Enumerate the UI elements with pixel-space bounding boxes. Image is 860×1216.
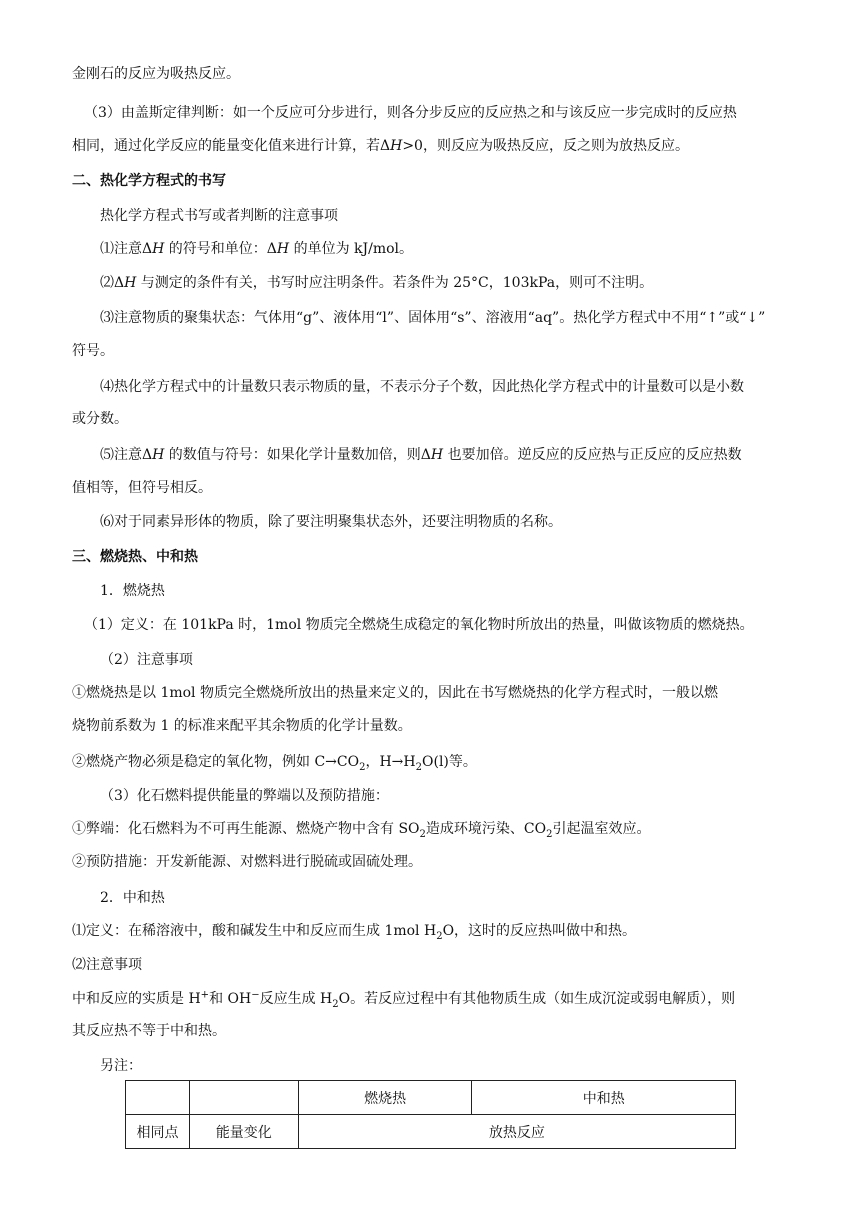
paragraph-line: 值相等，但符号相反。	[72, 480, 212, 496]
table-header-cell: 燃烧热	[298, 1081, 472, 1115]
paragraph-line: （3）化石燃料提供能量的弊端以及预防措施：	[100, 788, 389, 804]
table-header-cell: 中和热	[472, 1081, 736, 1115]
paragraph-line: ⑴定义：在稀溶液中，酸和碱发生中和反应而生成 1mol $H_2O$，这时的反应热叫做中和热。	[72, 923, 637, 942]
paragraph-line: ⑸注意ΔH 的数值与符号：如果化学计量数加倍，则ΔH 也要加倍。逆反应的反应热与正反应的反应热数	[100, 447, 742, 463]
table-header-cell	[126, 1081, 190, 1115]
table-row	[126, 1115, 736, 1149]
paragraph-line: 中和反应的实质是 H+和 OH−反应生成 $H_2O$。若反应过程中有其他物质生成（如生成沉淀或弱电解质），则	[72, 989, 736, 1010]
paragraph-line: 金刚石的反应为吸热反应。	[72, 66, 240, 82]
paragraph-line: ①弊端：化石燃料为不可再生能源、燃烧产物中含有 $SO_2$造成环境污染、$CO_2$引起温室效应。	[72, 821, 651, 840]
comparison-table	[125, 1080, 736, 1149]
paragraph-line: ⑵注意事项	[72, 957, 142, 973]
paragraph-line: ⑶注意物质的聚集状态：气体用“g”、液体用“l”、固体用“s”、溶液用“aq”。热化学方程式中不用“↑”或“↓”	[100, 310, 766, 326]
paragraph-line: 另注：	[100, 1058, 142, 1074]
table-header-cell	[189, 1081, 298, 1115]
paragraph-line: （3）由盖斯定律判断：如一个反应可分步进行，则各分步反应的反应热之和与该反应一步完成时的反应热	[84, 105, 737, 121]
paragraph-line: ①燃烧热是以 1mol 物质完全燃烧所放出的热量来定义的，因此在书写燃烧热的化学方程式时，一般以燃	[72, 685, 718, 701]
paragraph-line: 其反应热不等于中和热。	[72, 1023, 226, 1039]
paragraph-line: ②预防措施：开发新能源、对燃料进行脱硫或固硫处理。	[72, 854, 422, 870]
paragraph-line: ⑷热化学方程式中的计量数只表示物质的量，不表示分子个数，因此热化学方程式中的计量数可以是小数	[100, 379, 744, 395]
paragraph-line: （1）定义：在 101kPa 时，1mol 物质完全燃烧生成稳定的氧化物时所放出的热量，叫做该物质的燃烧热。	[84, 617, 754, 633]
section-heading: 三、燃烧热、中和热	[72, 549, 198, 565]
paragraph-line: 符号。	[72, 343, 114, 359]
section-heading: 二、热化学方程式的书写	[72, 173, 226, 189]
paragraph-line: 相同，通过化学反应的能量变化值来进行计算，若ΔH>0，则反应为吸热反应，反之则为放热反应。	[72, 138, 689, 154]
table-cell: 放热反应	[298, 1115, 735, 1149]
paragraph-line: ⑹对于同素异形体的物质，除了要注明聚集状态外，还要注明物质的名称。	[100, 514, 562, 530]
paragraph-line: 或分数。	[72, 411, 128, 427]
paragraph-line: ⑵ΔH 与测定的条件有关，书写时应注明条件。若条件为 25°C，103kPa，则可不注明。	[100, 275, 654, 291]
paragraph-line: ⑴注意ΔH 的符号和单位：ΔH 的单位为 kJ/mol。	[100, 241, 414, 257]
table-cell: 能量变化	[189, 1115, 298, 1149]
subsection-heading: 1．燃烧热	[100, 583, 165, 599]
table-header-row	[126, 1081, 736, 1115]
paragraph-line: 烧物前系数为 1 的标准来配平其余物质的化学计量数。	[72, 718, 412, 734]
paragraph-line: （2）注意事项	[100, 652, 193, 668]
table-cell: 相同点	[126, 1115, 190, 1149]
paragraph-line: ②燃烧产物必须是稳定的氧化物，例如 $C\to CO_2$，$H\to H_2O(l)$等。	[72, 754, 477, 773]
paragraph-line: 热化学方程式书写或者判断的注意事项	[100, 208, 338, 224]
subsection-heading: 2．中和热	[100, 890, 165, 906]
